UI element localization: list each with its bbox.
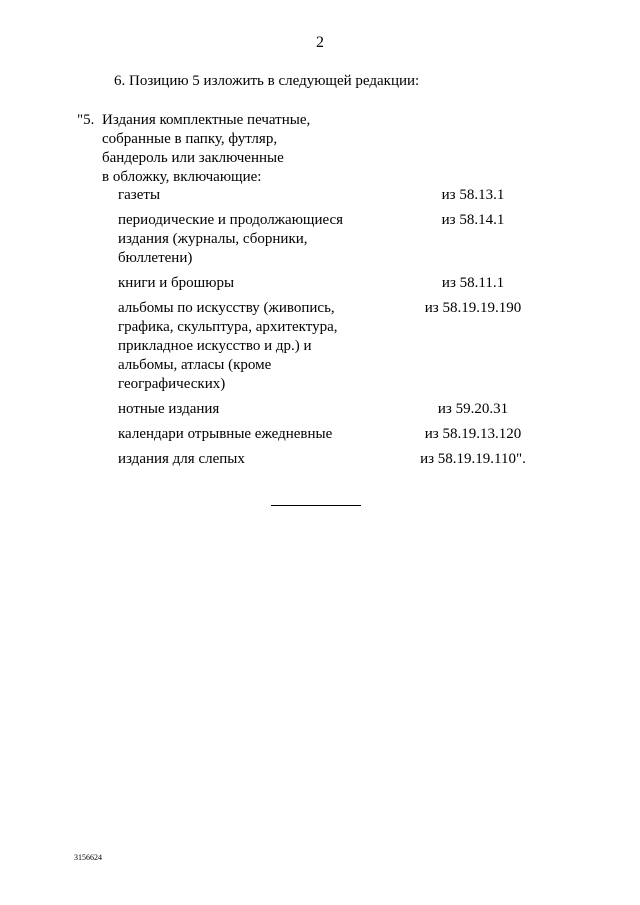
position-title: Издания комплектные печатные, собранные в папку, футляр, бандероль или заключенные в обложку, включающие:: [102, 112, 311, 185]
item-code: из 58.19.13.120: [424, 426, 522, 442]
item-code: из 58.11.1: [441, 275, 505, 291]
item-code: из 58.19.19.110".: [420, 451, 526, 467]
item-label: издания для слепых: [118, 451, 245, 467]
list-item: [118, 299, 568, 394]
list-item: [118, 274, 568, 293]
item-code: из 58.14.1: [441, 212, 505, 228]
item-code: из 58.13.1: [441, 187, 505, 203]
position-number: "5.: [77, 112, 95, 128]
item-code: из 59.20.31: [437, 401, 509, 417]
page-number: 2: [316, 34, 324, 51]
list-item: [118, 425, 568, 444]
item-label: календари отрывные ежедневные: [118, 426, 333, 442]
item-label: периодические и продолжающиеся издания (журналы, сборники, бюллетени): [118, 212, 344, 266]
position-heading: [77, 111, 577, 187]
instruction-text: 6. Позицию 5 изложить в следующей редакции:: [114, 73, 420, 89]
document-id: 3156624: [74, 853, 102, 862]
section-divider: [271, 505, 361, 506]
item-label: книги и брошюры: [118, 275, 235, 291]
list-item: [118, 400, 568, 419]
list-item: [118, 211, 568, 268]
list-item: [118, 186, 568, 205]
items-list: [118, 186, 568, 475]
position-block: [77, 111, 577, 187]
item-label: газеты: [118, 187, 161, 203]
item-code: из 58.19.19.190: [424, 300, 522, 316]
item-label: альбомы по искусству (живопись, графика, скульптура, архитектура, прикладное искусство и др.) и альбомы, атласы (кроме географических): [118, 300, 338, 392]
item-label: нотные издания: [118, 401, 220, 417]
list-item: [118, 450, 568, 469]
